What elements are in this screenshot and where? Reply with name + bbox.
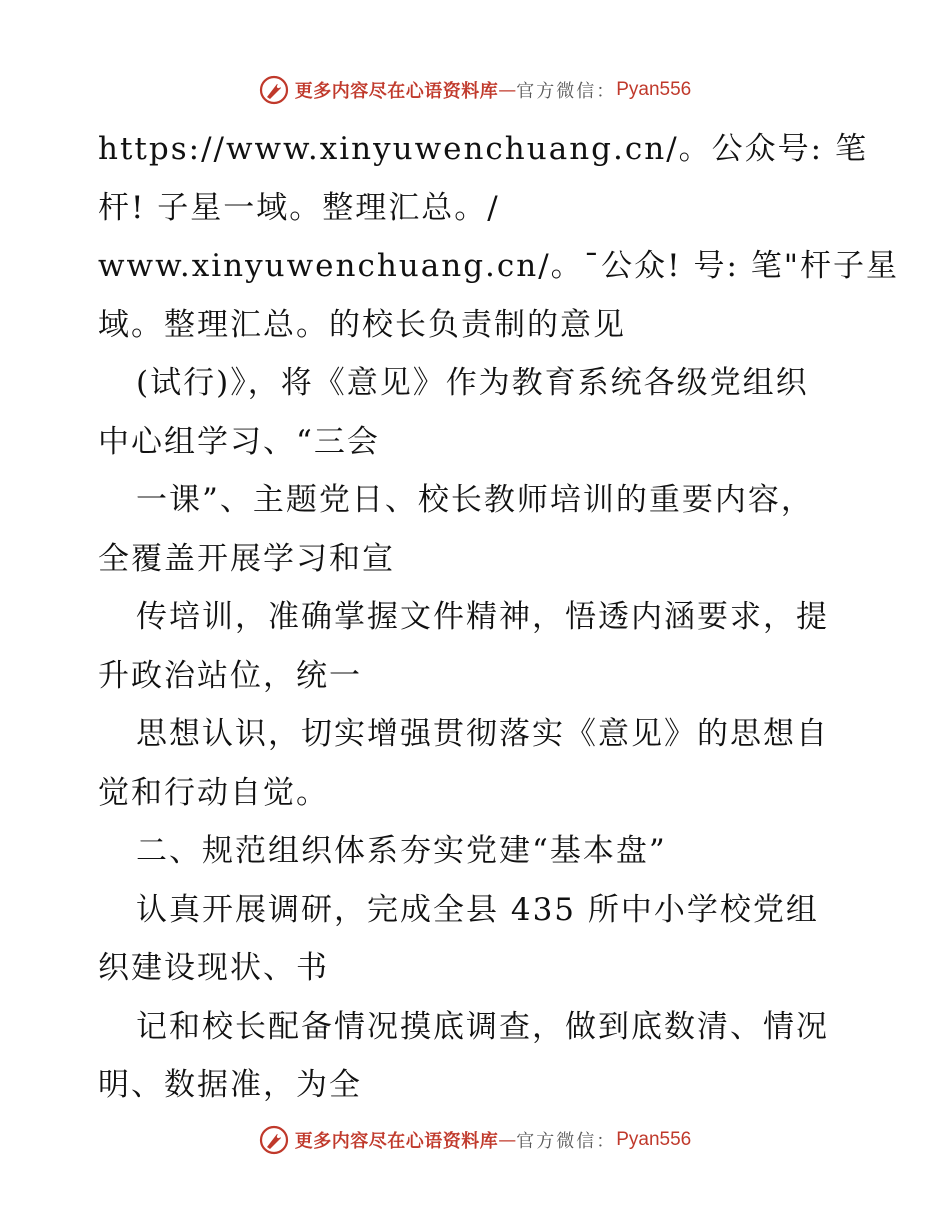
text-line: 二、规范组织体系夯实党建“基本盘” [136,833,667,869]
document-body [98,120,900,1115]
text-line: 认真开展调研，完成全县 435 所中小学校党组 [136,891,819,928]
text-line: 觉和行动自觉。 [98,774,329,811]
text-line: 中心组学习、“三会 [98,423,380,460]
watermark-site-text: 更多内容尽在心语资料库 [294,81,499,102]
watermark-site-text: 更多内容尽在心语资料库 [294,1131,499,1152]
text-line: (试行)》，将《意见》作为教育系统各级党组织 [136,365,809,401]
text-line: 一课”、主题党日、校长教师培训的重要内容， [136,482,814,518]
text-line: 织建设现状、书 [98,950,329,986]
watermark-separator: — [498,79,517,101]
pen-nib-logo-icon [259,1125,289,1155]
text-line: 明、数据准，为全 [98,1067,362,1103]
watermark-wechat-id: Pyan556 [616,1129,692,1150]
pen-nib-logo-icon [259,75,289,105]
watermark-wechat-label: 官方微信： [516,81,617,102]
watermark-wechat-label: 官方微信： [516,1131,617,1152]
text-line: 全覆盖开展学习和宣 [98,540,395,577]
text-line: 域。整理汇总。的校长负责制的意见 [98,306,626,343]
text-line: https://www.xinyuwenchuang.cn/。公众号: 笔 [98,131,868,167]
footer-watermark [0,1120,950,1160]
text-line: 记和校长配备情况摸底调查，做到底数清、情况 [136,1008,829,1045]
header-watermark [0,70,950,110]
text-line: 升政治站位，统一 [98,657,362,694]
text-line: 思想认识，切实增强贯彻落实《意见》的思想自 [136,716,829,752]
text-line: www.xinyuwenchuang.cn/。¯公众! 号: 笔"杆子星 [98,248,900,284]
watermark-separator: — [498,1129,517,1151]
text-line: 传培训，准确掌握文件精神，悟透内涵要求，提 [136,599,829,635]
watermark-wechat-id: Pyan556 [616,79,692,100]
text-line: 杆! 子星一域。整理汇总。/ [98,189,500,226]
